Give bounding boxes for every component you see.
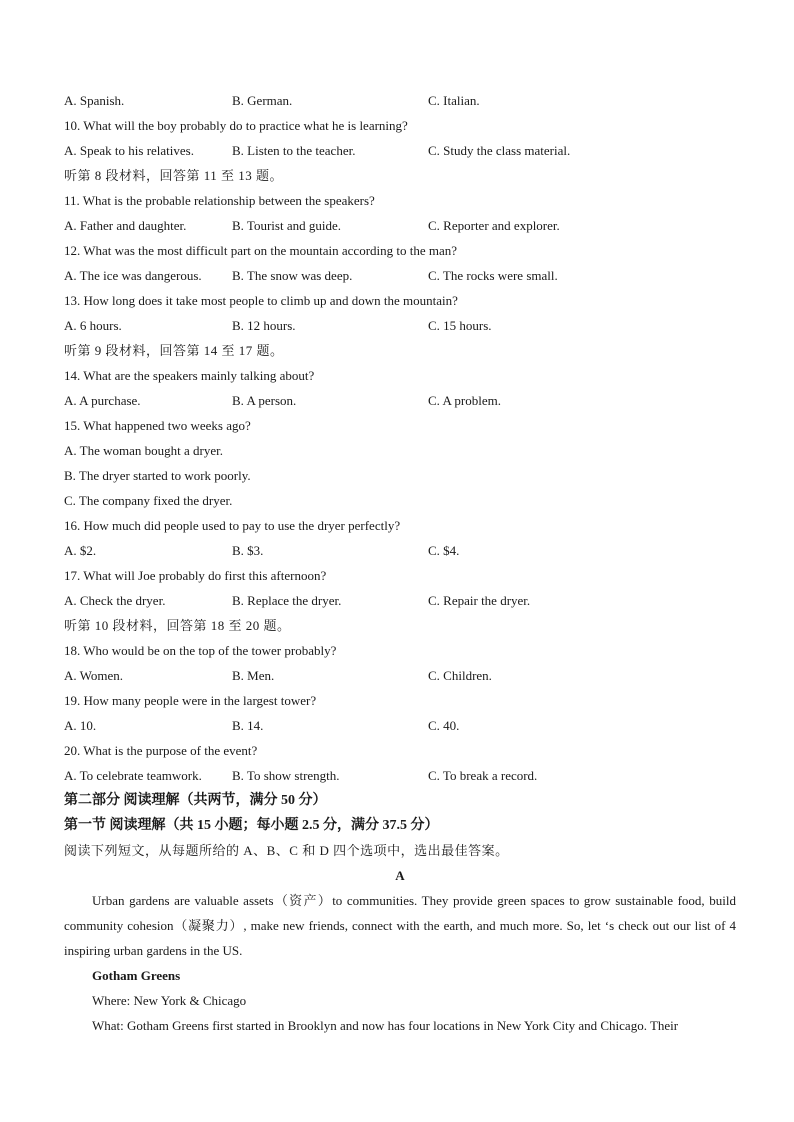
option-c: C. 15 hours.	[428, 318, 492, 333]
question-stem: 10. What will the boy probably do to practice what he is learning?	[64, 118, 408, 133]
q20-options	[64, 763, 736, 788]
option-b: B. Listen to the teacher.	[232, 143, 356, 158]
q11-options	[64, 213, 736, 238]
option-a: A. The ice was dangerous.	[64, 268, 202, 283]
instructions: 阅读下列短文，从每题所给的 A、B、C 和 D 四个选项中，选出最佳答案。	[64, 843, 509, 858]
option-b: B. 12 hours.	[232, 318, 296, 333]
option-a: A. Spanish.	[64, 93, 125, 108]
garden-what: What: Gotham Greens first started in Brooklyn and now has four locations in New York City and Chicago. Their	[92, 1018, 679, 1033]
option-a: A. Speak to his relatives.	[64, 143, 194, 158]
option-a: A. 6 hours.	[64, 318, 122, 333]
question-stem: 18. Who would be on the top of the tower probably?	[64, 643, 337, 658]
option-b: B. German.	[232, 93, 293, 108]
question-stem: 15. What happened two weeks ago?	[64, 418, 251, 433]
option-a: A. To celebrate teamwork.	[64, 768, 202, 783]
option-b: B. 14.	[232, 718, 264, 733]
q14-options	[64, 388, 736, 413]
option-b: B. Men.	[232, 668, 275, 683]
option-b: B. Replace the dryer.	[232, 593, 342, 608]
question-stem: 20. What is the purpose of the event?	[64, 743, 258, 758]
q16-options	[64, 538, 736, 563]
option-a: A. 10.	[64, 718, 97, 733]
question-stem: 16. How much did people used to pay to use the dryer perfectly?	[64, 518, 401, 533]
option-b: B. To show strength.	[232, 768, 340, 783]
q19-options	[64, 713, 736, 738]
q12-options	[64, 263, 736, 288]
question-stem: 14. What are the speakers mainly talking about?	[64, 368, 315, 383]
garden-title: Gotham Greens	[92, 968, 181, 983]
option-b: B. The dryer started to work poorly.	[64, 468, 251, 483]
part-title: 第二部分 阅读理解（共两节，满分 50 分）	[64, 793, 327, 808]
q17-options	[64, 588, 736, 613]
option-a: A. A purchase.	[64, 393, 141, 408]
option-c: C. The rocks were small.	[428, 268, 558, 283]
option-c: C. A problem.	[428, 393, 501, 408]
option-c: C. $4.	[428, 543, 460, 558]
question-stem: 12. What was the most difficult part on the mountain according to the man?	[64, 243, 458, 258]
section-heading: 听第 9 段材料，回答第 14 至 17 题。	[64, 343, 284, 358]
option-c: C. Reporter and explorer.	[428, 218, 560, 233]
option-c: C. Italian.	[428, 93, 480, 108]
question-stem: 17. What will Joe probably do first this afternoon?	[64, 568, 327, 583]
section-title: 第一节 阅读理解（共 15 小题；每小题 2.5 分，满分 37.5 分）	[64, 818, 439, 833]
option-b: B. $3.	[232, 543, 264, 558]
passage-intro: Urban gardens are valuable assets（资产）to communities. They provide green spaces to grow sustainable food, build community cohesion（凝聚力）, make new friends, connect with the earth, and much more. So, let ‘s check out our list of 4 inspiring urban gardens in the US.	[64, 893, 736, 958]
option-c: C. Children.	[428, 668, 492, 683]
option-b: B. A person.	[232, 393, 297, 408]
question-stem: 19. How many people were in the largest tower?	[64, 693, 317, 708]
option-c: C. To break a record.	[428, 768, 538, 783]
option-a: A. Women.	[64, 668, 124, 683]
option-c: C. 40.	[428, 718, 460, 733]
exam-page	[64, 88, 736, 1038]
option-c: C. Study the class material.	[428, 143, 571, 158]
section-heading: 听第 10 段材料，回答第 18 至 20 题。	[64, 618, 291, 633]
option-b: B. The snow was deep.	[232, 268, 353, 283]
question-stem: 11. What is the probable relationship between the speakers?	[64, 193, 375, 208]
option-a: A. Father and daughter.	[64, 218, 187, 233]
q10-options	[64, 138, 736, 163]
option-a: A. $2.	[64, 543, 97, 558]
q13-options	[64, 313, 736, 338]
section-heading: 听第 8 段材料，回答第 11 至 13 题。	[64, 168, 284, 183]
option-c: C. The company fixed the dryer.	[64, 493, 233, 508]
q18-options	[64, 663, 736, 688]
passage-label: A	[395, 868, 405, 883]
garden-where: Where: New York & Chicago	[92, 993, 247, 1008]
q9-options	[64, 88, 736, 113]
question-stem: 13. How long does it take most people to climb up and down the mountain?	[64, 293, 458, 308]
option-b: B. Tourist and guide.	[232, 218, 341, 233]
option-a: A. The woman bought a dryer.	[64, 443, 223, 458]
option-c: C. Repair the dryer.	[428, 593, 531, 608]
option-a: A. Check the dryer.	[64, 593, 166, 608]
